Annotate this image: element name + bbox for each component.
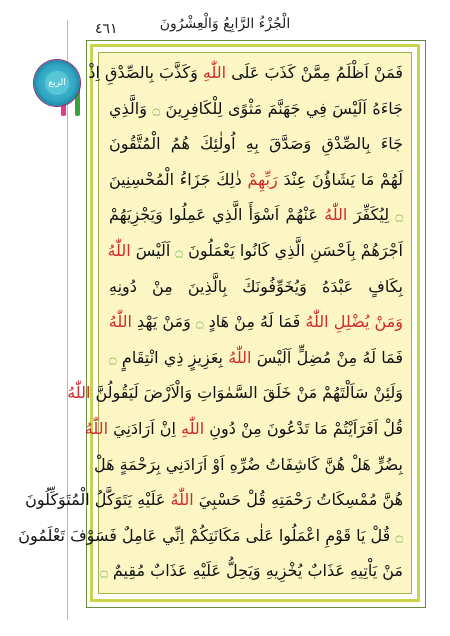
divine-name-text: اللّٰهُ [108, 312, 132, 332]
verse-text: ذٰلِكَ جَزَاءُ الْمُحْسِنِينَ [109, 169, 248, 189]
verse-text: قُلْ اَفَرَاَيْتُمْ مَا تَدْعُونَ مِنْ دُونِ [204, 419, 403, 438]
verse-text: لِيُكَفِّرَ [347, 205, 396, 225]
ayah-end-marker-icon: ۝ [152, 102, 161, 118]
verse-text: هُنَّ مُمْسِكَاتُ رَحْمَتِهِ قُلْ حَسْبِيَ [193, 490, 403, 510]
verse-text: لَهُمْ مَا يَشَاؤُنَ عِنْدَ [277, 169, 403, 189]
verse-line [18, 525, 413, 545]
verse-text: بِعَزِيزٍ ذِي انْتِقَامٍ [116, 347, 229, 367]
verse-text: قُلْ يَا قَوْمِ اعْمَلُوا عَلٰى مَكَانَتِكُمْ اِنِّي عَامِلٌ فَسَوْفَ تَعْلَمُونَ [18, 525, 396, 545]
verse-text: عَلَيْهِ يَتَوَكَّلُ الْمُتَوَكِّلُونَ [25, 490, 171, 510]
divine-name-text: اللّٰهُ [170, 490, 194, 510]
ayah-end-marker-icon: ۝ [395, 209, 403, 225]
divine-name-text: اللّٰهُ [324, 205, 348, 225]
verse-text: بِضُرٍّ هَلْ هُنَّ كَاشِفَاتُ ضُرِّهِ اَوْ اَرَادَنِي بِرَحْمَةٍ هَلْ [94, 454, 403, 474]
verse-text: اَجْرَهُمْ بِاَحْسَنِ الَّذِي كَانُوا يَعْمَلُونَ [183, 241, 403, 260]
ayah-end-marker-icon: ۝ [109, 351, 117, 367]
verse-line [94, 454, 413, 474]
medallion-label: الربع [45, 71, 69, 95]
verse-line [99, 99, 413, 118]
verse-text: وَالَّذِي [109, 98, 153, 118]
divine-name-text: اللّٰهُ [228, 347, 252, 367]
verse-line [99, 312, 413, 331]
verse-line [99, 170, 413, 189]
divine-name-text: اللّٰهِ [181, 419, 205, 438]
page-header-title: الْجُزْءُ الرَّابِعُ وَالْعِشْرُونَ [159, 16, 291, 32]
hizb-medallion-icon [34, 60, 80, 106]
ayah-end-marker-icon: ۝ [175, 245, 184, 260]
ayah-end-marker-icon: ۝ [395, 529, 403, 545]
verse-text: وَلَئِنْ سَاَلْتَهُمْ مَنْ خَلَقَ السَّمٰوَاتِ وَالْاَرْضَ لَيَقُولُنَّ [90, 383, 403, 403]
divine-name-text: اللّٰهُ [305, 312, 329, 332]
verse-text: اَلَيْسَ [130, 241, 176, 260]
page-number: ٤٦١ [95, 21, 118, 37]
verse-text: وَمَنْ يَهْدِ [131, 312, 196, 332]
verse-line [99, 561, 413, 580]
divine-name-text: اللّٰهُ [84, 419, 109, 438]
divine-name-text: وَمَنْ يُضْلِلِ [328, 312, 403, 332]
verse-text: بِكَافٍ عَبْدَهُ وَيُخَوِّفُونَكَ بِالَّذِينَ مِنْ دُونِهِ [109, 276, 403, 296]
verse-text: جَاءَهُ اَلَيْسَ فِي جَهَنَّمَ مَثْوًى لِلْكَافِرِينَ [160, 98, 403, 118]
verse-line [25, 490, 413, 510]
verse-line [99, 241, 413, 260]
verse-line [99, 277, 413, 296]
divine-name-text: اللّٰهِ [202, 63, 227, 82]
ayah-end-marker-icon: ۝ [195, 316, 204, 332]
verse-line [84, 419, 413, 438]
divine-name-text: اللّٰهُ [67, 383, 91, 403]
verse-line [99, 205, 413, 224]
divine-name-text: اللّٰهُ [107, 241, 131, 260]
verse-text: فَمَنْ اَظْلَمُ مِمَّنْ كَذَبَ عَلَى [226, 63, 403, 82]
ayah-end-marker-icon: ۝ [100, 565, 108, 581]
verse-line [99, 348, 413, 367]
verse-line [67, 383, 413, 403]
verse-text: وَكَذَّبَ بِالصِّدْقِ اِذْ [88, 63, 203, 82]
verse-text: اِنْ اَرَادَنِيَ [108, 419, 181, 438]
verse-text: فَمَا لَهُ مِنْ هَادٍ [203, 312, 306, 332]
verse-text: جَاءَ بِالصِّدْقِ وَصَدَّقَ بِهِ اُولٰئِكَ هُمُ الْمُتَّقُونَ [109, 134, 403, 154]
divine-name-text: رَبِّهِمْ [247, 169, 278, 189]
verse-text: عَنْهُمْ اَسْوَأَ الَّذِي عَمِلُوا وَيَجْزِيَهُمْ [109, 205, 325, 225]
verse-text: فَمَا لَهُ مِنْ مُضِلٍّ اَلَيْسَ [251, 347, 404, 367]
verse-line [88, 63, 413, 82]
verse-line [99, 134, 413, 153]
verse-text: مَنْ يَاْتِيهِ عَذَابٌ يُخْزِيهِ وَيَحِلُّ عَلَيْهِ عَذَابٌ مُقِيمٌ [107, 561, 403, 581]
